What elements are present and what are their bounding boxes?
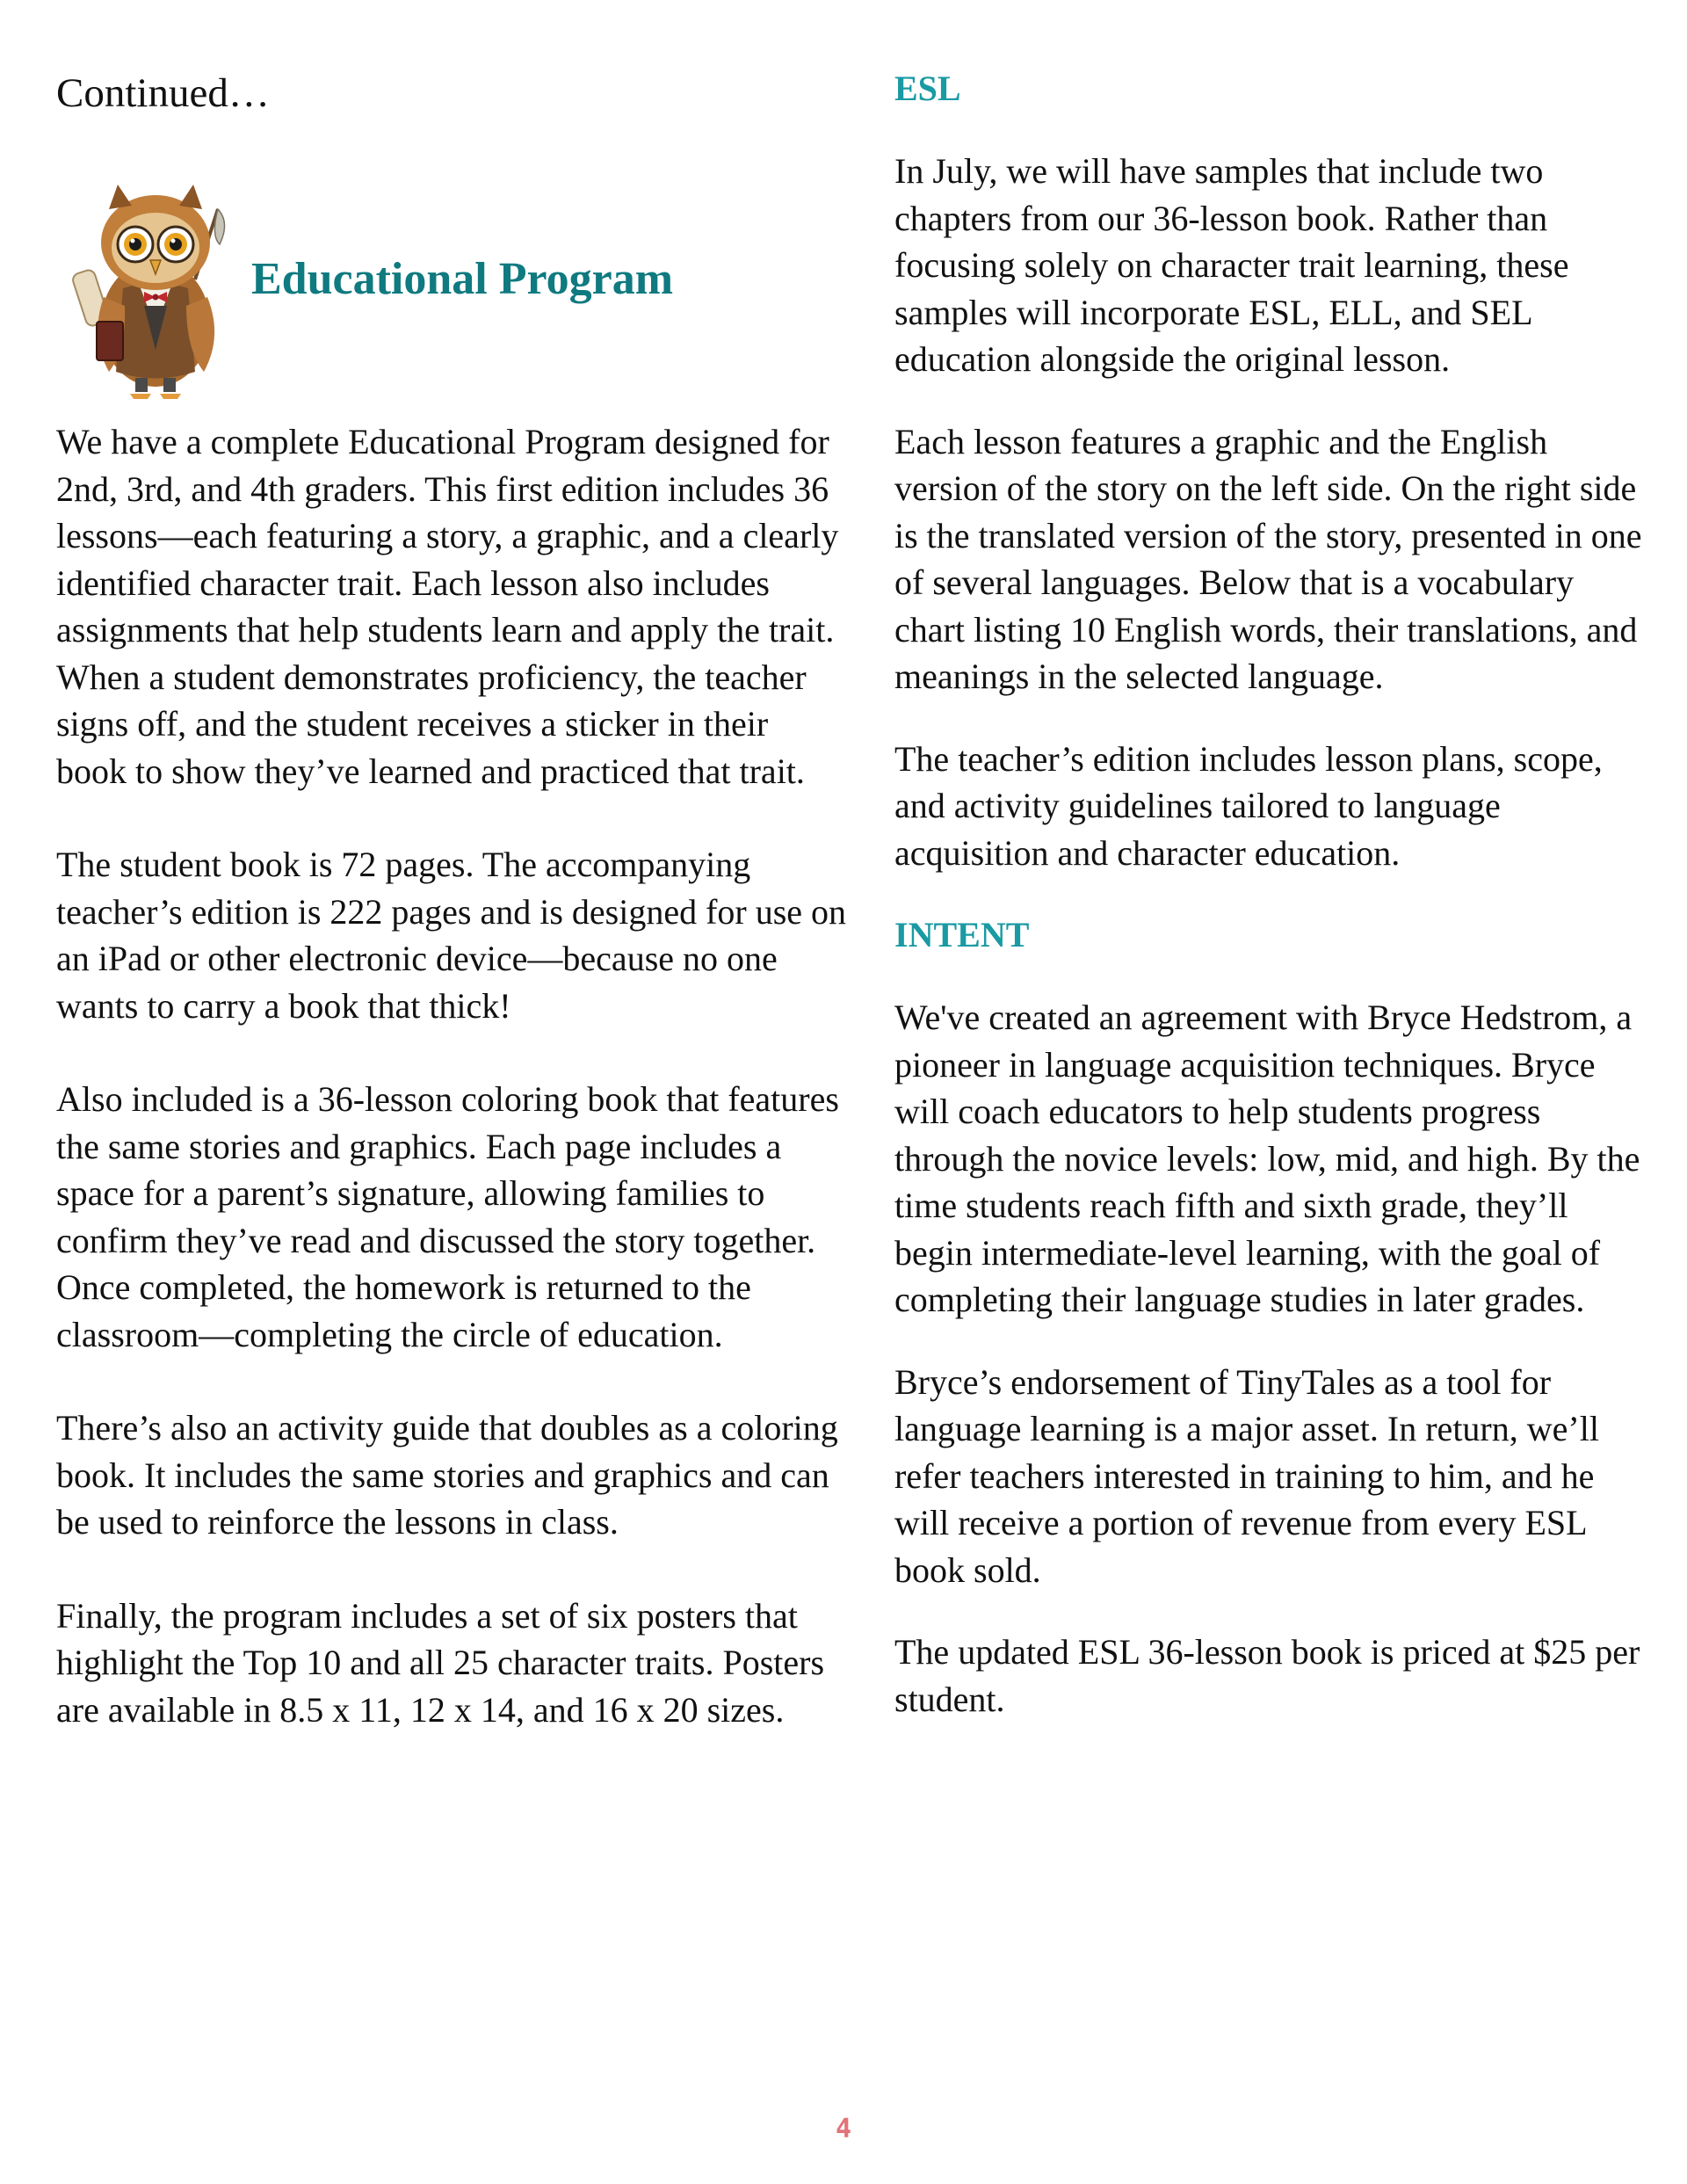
paragraph-intent-endorsement: Bryce’s endorsement of TinyTales as a tool for language learning is a major asset. In return, we’ll refer teachers interested in training to him, and he will receive a portion of revenue from every ESL book sold. xyxy=(894,1361,1599,1590)
page-number: 4 xyxy=(835,2114,852,2144)
paragraph-esl-samples: In July, we will have samples that include two chapters from our 36-lesson book. Rather than focusing solely on character trait learning, these samples will incorporate ESL, ELL, and SEL education alongside the original lesson. xyxy=(894,151,1569,379)
intent-heading: INTENT xyxy=(894,915,1030,954)
paragraph-student-book: The student book is 72 pages. The accompanying teacher’s edition is 222 pages and is designed for use on an iPad or other electronic device—because no one wants to carry a book that thick! xyxy=(56,845,847,1026)
paragraph-esl-teacher-edition: The teacher’s edition includes lesson plans, scope, and activity guidelines tailored to language acquisition and character education. xyxy=(894,738,1603,873)
paragraph-esl-lesson-layout: Each lesson features a graphic and the English version of the story on the left side. On the right side is the translated version of the story, presented in one of several languages. Below that is a vocabulary chart listing 10 English words, their translations, and meanings in the selected language. xyxy=(894,421,1642,696)
left-body xyxy=(56,418,847,1780)
program-header xyxy=(56,167,847,413)
right-body xyxy=(894,65,1650,1758)
program-title: Educational Program xyxy=(251,254,674,304)
esl-heading: ESL xyxy=(894,69,961,108)
paragraph-intent-agreement: We've created an agreement with Bryce Hedstrom, a pioneer in language acquisition techniques. Bryce will coach educators to help students progress through the novice levels: low, mid, and high. By the time students reach fifth and sixth grade, they’ll begin intermediate-level learning, with the goal of completing their language studies in later grades. xyxy=(894,998,1640,1319)
continued-label: Continued… xyxy=(56,70,270,116)
owl-scholar-icon xyxy=(63,174,248,403)
paragraph-intent-price: The updated ESL 36-lesson book is priced at $25 per student. xyxy=(894,1632,1640,1719)
paragraph-coloring-book: Also included is a 36-lesson coloring book that features the same stories and graphics. Each page includes a space for a parent’s signature, allowing families to confirm they’ve read and discussed the story together. Once completed, the homework is returned to the classroom—completing the circle of education. xyxy=(56,1079,839,1354)
paragraph-program-overview: We have a complete Educational Program designed for 2nd, 3rd, and 4th graders. This first edition includes 36 lessons—each featuring a story, a graphic, and a clearly identified character trait. Each lesson also includes assignments that help students learn and apply the trait. When a student demonstrates proficiency, the teacher signs off, and the student receives a sticker in their book to show they’ve learned and practiced that trait. xyxy=(56,422,839,791)
paragraph-activity-guide: There’s also an activity guide that doubles as a coloring book. It includes the same stories and graphics and can be used to reinforce the lessons in class. xyxy=(56,1408,838,1542)
paragraph-posters: Finally, the program includes a set of six posters that highlight the Top 10 and all 25 character traits. Posters are available in 8.5 x 11, 12 x 14, and 16 x 20 sizes. xyxy=(56,1595,825,1730)
